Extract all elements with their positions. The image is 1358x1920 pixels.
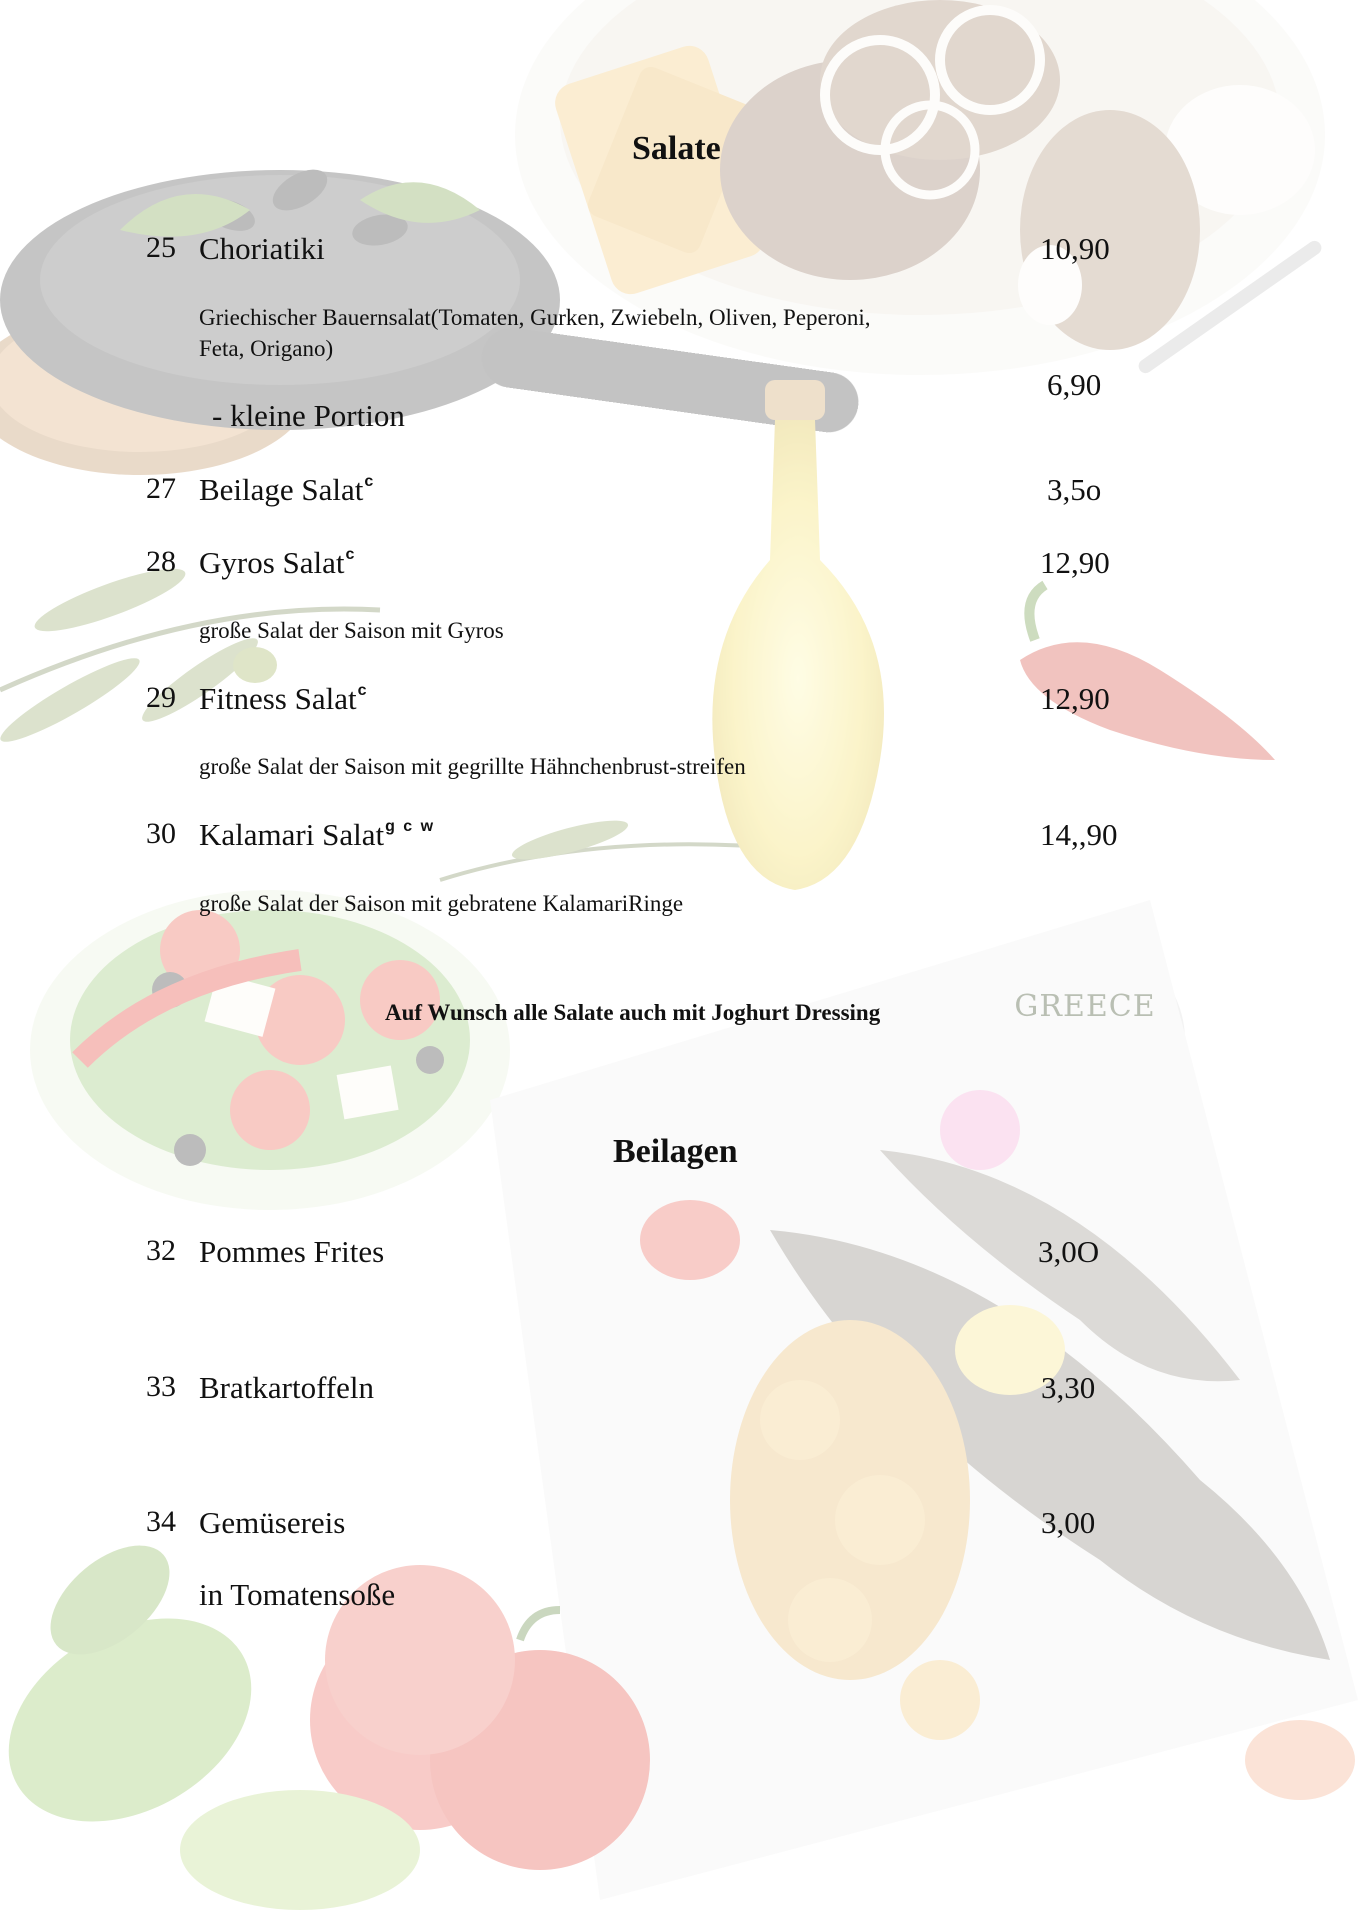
item-name: Bratkartoffeln [199, 1370, 375, 1405]
greece-badge-text: GREECE [1014, 989, 1156, 1024]
item-price: 3,00 [1041, 1505, 1096, 1540]
item-number: 30 [146, 817, 176, 850]
item-name-wrap [199, 472, 373, 508]
item-name-wrap [199, 817, 435, 853]
item-number: 29 [146, 681, 176, 714]
item-description: große Salat der Saison mit gebratene KalamariRinge [199, 891, 684, 916]
item-name: Gyros Salat [199, 545, 345, 580]
item-description: Griechischer Bauernsalat(Tomaten, Gurken, Zwiebeln, Oliven, Peperoni, [199, 305, 871, 330]
item-name-wrap [199, 545, 354, 581]
item-price: 6,90 [1047, 367, 1102, 402]
item-name: - kleine Portion [212, 398, 405, 433]
dressing-note: Auf Wunsch alle Salate auch mit Joghurt Dressing [385, 1000, 881, 1025]
item-number: 25 [146, 231, 176, 264]
item-number: 27 [146, 472, 176, 505]
item-number: 34 [146, 1505, 176, 1538]
item-description: große Salat der Saison mit Gyros [199, 618, 504, 643]
item-number: 33 [146, 1370, 176, 1403]
section-heading-salads: Salate [632, 130, 721, 167]
item-price: 3,0O [1038, 1234, 1100, 1269]
item-name: Kalamari Salat [199, 817, 385, 852]
item-price: 3,30 [1041, 1370, 1096, 1405]
item-name-wrap [199, 681, 367, 717]
item-price: 12,90 [1040, 545, 1110, 580]
item-price: 12,90 [1040, 681, 1110, 716]
item-price: 10,90 [1040, 231, 1110, 266]
allergen-codes: g c w [385, 818, 436, 835]
item-name: Fitness Salat [199, 681, 357, 716]
item-number: 32 [146, 1234, 176, 1267]
item-price: 14,,90 [1040, 817, 1118, 852]
section-heading-sides: Beilagen [613, 1133, 738, 1170]
item-description: in Tomatensoße [199, 1577, 396, 1612]
item-number: 28 [146, 545, 176, 578]
item-description: Feta, Origano) [199, 336, 334, 361]
item-price: 3,5o [1047, 472, 1102, 507]
allergen-codes: c [345, 546, 355, 563]
allergen-codes: c [357, 682, 367, 699]
item-name: Pommes Frites [199, 1234, 385, 1269]
allergen-codes: c [364, 473, 374, 490]
item-description: große Salat der Saison mit gegrillte Hähnchenbrust-streifen [199, 754, 746, 779]
item-name: Beilage Salat [199, 472, 364, 507]
item-name: Choriatiki [199, 231, 325, 266]
item-name: Gemüsereis [199, 1505, 346, 1540]
